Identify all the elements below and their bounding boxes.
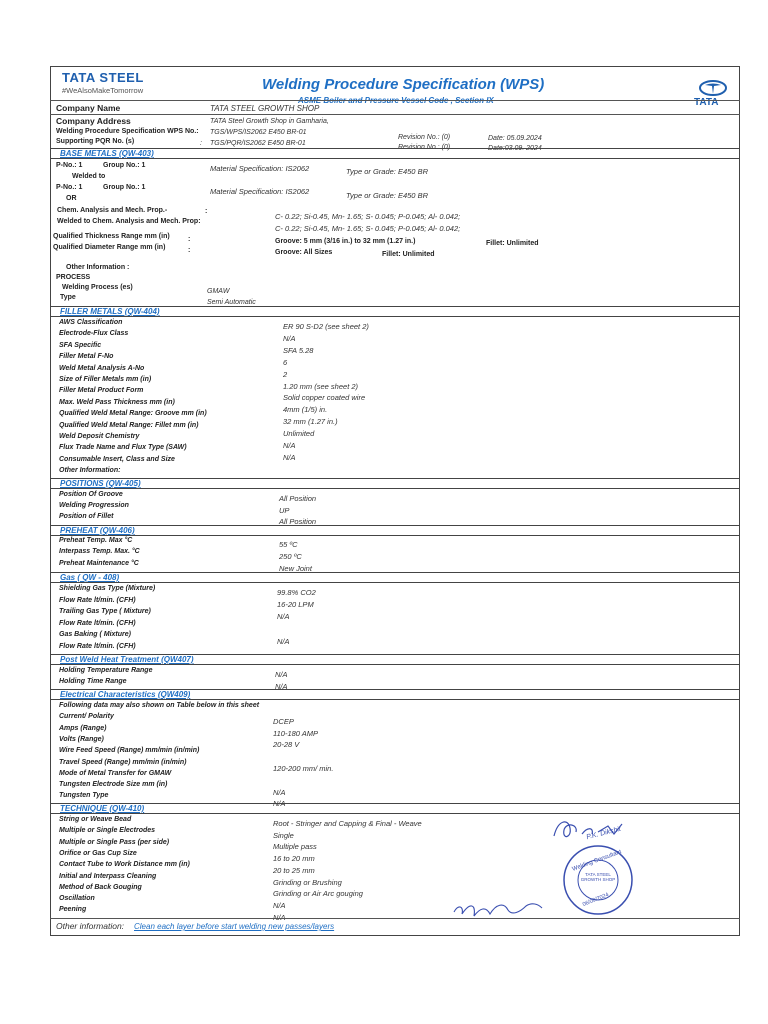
technique-row-value: 20 to 25 mm: [273, 865, 315, 875]
pwht-row-value: N/A: [275, 681, 288, 691]
pqr-label: Supporting PQR No. (s): [56, 138, 135, 145]
positions-row-label: Position of Fillet: [59, 513, 114, 520]
electrical-row-label: Travel Speed (Range) mm/min (in/min): [59, 758, 187, 766]
pno-1: P-No.: 1: [56, 162, 83, 169]
filler-metals-row-value: 1.20 mm (see sheet 2): [283, 381, 359, 391]
electrical-row-label: Amps (Range): [59, 724, 107, 732]
technique-row-label: Method of Back Gouging: [59, 883, 142, 891]
technique-row-value: N/A: [273, 912, 286, 922]
filler-metals-row-value: 2: [283, 369, 288, 379]
filler-metals-row-label: Qualified Weld Metal Range: Fillet mm (in): [59, 421, 199, 429]
positions-row-label: Welding Progression: [59, 502, 129, 509]
tata-right-logo: TATA: [694, 97, 719, 108]
filler-metals-row-label: SFA Specific: [59, 341, 102, 349]
pqr-value: TGS/PQR/IS2062 E450 BR-01: [210, 140, 306, 147]
gas-row-label: Flow Rate lt/min. (CFH): [59, 619, 136, 627]
technique-row-value: Multiple pass: [273, 842, 317, 852]
gas-row-label: Gas Baking ( Mixture): [59, 631, 131, 639]
gas-row-value: N/A: [277, 612, 290, 622]
electrical-row-value: 120-200 mm/ min.: [273, 764, 334, 773]
type-label: Type: [60, 294, 76, 301]
filler-metals-row-value: ER 90 S-D2 (see sheet 2): [283, 322, 369, 331]
technique-row-value: 16 to 20 mm: [273, 854, 315, 864]
filler-metals-row-value: N/A: [283, 333, 296, 343]
diameter-value: Groove: All Sizes: [275, 249, 333, 256]
page-subtitle: ASME Boiler and Pressure Vessel Code , Section IX: [298, 96, 494, 105]
pwht-row-value: N/A: [275, 670, 288, 679]
technique-row-label: Contact Tube to Work Distance mm (in): [59, 861, 190, 869]
electrical-row-label: Wire Feed Speed (Range) mm/min (in/min): [59, 747, 200, 755]
section-pwht: Post Weld Heat Treatment (QW407): [50, 654, 740, 665]
positions-row-value: All Position: [279, 517, 317, 526]
pwht-row-label: Holding Temperature Range: [59, 667, 153, 674]
electrical-row-value: N/A: [273, 799, 286, 809]
technique-row-label: Multiple or Single Electrodes: [59, 827, 156, 835]
section-base-metals: BASE METALS (QW-403): [50, 148, 740, 159]
chem-label-1: Chem. Analysis and Mech. Prop.-: [57, 207, 168, 214]
diameter-label: Qualified Diameter Range mm (in): [53, 244, 166, 251]
date-2: Date:03.09. 2024: [488, 145, 542, 152]
gas-row-label: Flow Rate lt/min. (CFH): [59, 643, 136, 650]
preheat-row-label: Interpass Temp. Max. °C: [59, 548, 140, 556]
stamp-inner: TATA STEEL GROWTH SHOP: [580, 872, 616, 882]
pno-2: P-No.: 1: [56, 184, 83, 191]
gas-row-value: N/A: [277, 636, 290, 646]
filler-metals-row-value: Solid copper coated wire: [283, 393, 366, 403]
signature-bottom-icon: [450, 894, 550, 924]
thickness-value: Groove: 5 mm (3/16 in.) to 32 mm (1.27 in.): [275, 238, 416, 245]
filler-metals-row-label: Filler Metal Product Form: [59, 387, 144, 395]
positions-row-value: All Position: [279, 494, 317, 503]
technique-row-label: Multiple or Single Pass (per side): [59, 838, 170, 846]
electrical-row-label: Following data may also shown on Table below in this sheet: [59, 702, 260, 709]
mat-spec-1: Material Specification: IS2062: [210, 164, 310, 173]
company-name-value: TATA STEEL GROWTH SHOP: [210, 104, 320, 113]
thickness-colon: :: [188, 236, 191, 243]
company-address-label: Company Address: [56, 116, 131, 126]
or-label: OR: [66, 195, 77, 202]
electrical-row-label: Volts (Range): [59, 735, 104, 743]
other-information-label: Other information:: [56, 921, 125, 931]
section-filler-metals: FILLER METALS (QW-404): [50, 306, 740, 317]
group-2: Group No.: 1: [103, 184, 146, 191]
filler-metals-row-value: 6: [283, 357, 288, 367]
mat-spec-2: Material Specification: IS2062: [210, 187, 310, 196]
filler-metals-row-label: Other Information:: [59, 467, 121, 475]
technique-row-label: Orifice or Gas Cup Size: [59, 849, 137, 857]
thickness-label: Qualified Thickness Range mm (in): [53, 233, 170, 240]
filler-metals-row-label: Electrode-Flux Class: [59, 330, 129, 338]
electrical-row-label: Tungsten Type: [59, 792, 109, 800]
technique-row-value: Root - Stringer and Capping & Final - Weave: [273, 819, 422, 828]
signature-top-name: P.K. Dikshit: [585, 825, 622, 842]
technique-row-label: Peening: [59, 906, 87, 914]
filler-metals-row-label: Filler Metal F-No: [59, 353, 114, 361]
electrical-row-value: 110-180 AMP: [273, 728, 319, 738]
type-value: Semi Automatic: [207, 299, 256, 306]
revision-1: Revision No.: (0): [398, 134, 451, 141]
stamp-date: 06/09/2024: [581, 892, 610, 908]
electrical-row-label: Current/ Polarity: [59, 713, 114, 721]
filler-metals-row-value: N/A: [283, 441, 296, 450]
positions-row-label: Position Of Groove: [59, 491, 123, 498]
welding-process-label: Welding Process (es): [62, 284, 133, 291]
revision-2: Revision No.: (0): [398, 144, 451, 151]
technique-row-value: Grinding or Air Arc gouging: [273, 889, 363, 899]
gas-row-label: Flow Rate lt/min. (CFH): [59, 596, 136, 604]
page-title: Welding Procedure Specification (WPS): [262, 76, 545, 93]
company-address-value: TATA Steel Growth Shop in Gamharia,: [210, 118, 329, 125]
process-label: PROCESS: [56, 274, 91, 281]
diameter-colon: :: [188, 247, 191, 254]
tagline: #WeAlsoMakeTomorrow: [62, 86, 144, 95]
technique-row-label: Oscillation: [59, 895, 95, 903]
gas-row-value: 16-20 LPM: [277, 600, 314, 610]
preheat-row-label: Preheat Maintenance °C: [59, 559, 139, 567]
chem-value-2: C- 0.22; Si-0.45, Mn- 1.65; S- 0.045; P-0.045; Al- 0.042;: [275, 224, 461, 233]
section-technique: TECHNIQUE (QW-410): [50, 803, 740, 814]
filler-metals-row-label: Max. Weld Pass Thickness mm (in): [59, 398, 175, 406]
electrical-row-value: DCEP: [273, 716, 294, 726]
electrical-row-label: Tungsten Electrode Size mm (in): [59, 781, 168, 789]
other-information-value: Clean each layer before start welding new passes/layers: [134, 922, 335, 931]
filler-metals-row-value: Unlimited: [283, 429, 315, 439]
technique-row-label: String or Weave Bead: [59, 816, 132, 823]
chem-value-1: C- 0.22; Si-0.45, Mn- 1.65; S- 0.045; P-0.045; Al- 0.042;: [275, 212, 461, 221]
pwht-row-label: Holding Time Range: [59, 678, 127, 685]
grade-1: Type or Grade: E450 BR: [346, 167, 428, 176]
group-1: Group No.: 1: [103, 162, 146, 169]
electrical-row-label: Mode of Metal Transfer for GMAW: [59, 769, 172, 777]
filler-metals-row-label: Flux Trade Name and Flux Type (SAW): [59, 444, 187, 452]
filler-metals-row-label: Consumable Insert, Class and Size: [59, 455, 175, 463]
filler-metals-row-value: 32 mm (1.27 in.): [283, 417, 338, 427]
technique-row-value: N/A: [273, 900, 286, 910]
preheat-row-value: 250 ºC: [279, 551, 302, 561]
wps-no-label: Welding Procedure Specification WPS No.:: [56, 128, 199, 135]
electrical-row-value: N/A: [273, 787, 286, 797]
preheat-row-label: Preheat Temp. Max °C: [59, 537, 133, 544]
positions-row-value: UP: [279, 505, 290, 515]
filler-metals-row-value: 4mm (1/5) in.: [283, 405, 328, 415]
technique-row-value: Single: [273, 830, 294, 840]
filler-metals-row-label: Weld Metal Analysis A-No: [59, 364, 145, 372]
wps-no-value: TGS/WPS/IS2062 E450 BR-01: [210, 129, 307, 136]
chem-label-2: Welded to Chem. Analysis and Mech. Prop:: [57, 218, 201, 225]
filler-metals-row-label: Qualified Weld Metal Range: Groove mm (in): [59, 410, 207, 418]
filler-metals-row-value: SFA 5.28: [283, 345, 314, 355]
gas-row-value: 99.8% CO2: [277, 588, 316, 597]
filler-metals-row-label: Weld Deposit Chemistry: [59, 433, 140, 440]
section-gas: Gas ( QW - 408): [50, 572, 740, 583]
fillet-1: Fillet: Unlimited: [486, 240, 539, 247]
section-preheat: PREHEAT (QW-406): [50, 525, 740, 536]
grade-2: Type or Grade: E450 BR: [346, 191, 428, 200]
electrical-row-value: 20-28 V: [273, 740, 300, 750]
tata-steel-logo: TATA STEEL: [62, 70, 144, 85]
chem-colon: :: [205, 208, 208, 215]
welded-to: Welded to: [72, 173, 106, 180]
preheat-row-value: New Joint: [279, 563, 312, 573]
section-electrical: Electrical Characteristics (QW409): [50, 689, 740, 700]
filler-metals-row-value: N/A: [283, 452, 296, 462]
tata-emblem-icon: [699, 80, 727, 96]
filler-metals-row-label: AWS Classification: [59, 319, 123, 326]
date-1: Date: 05.09.2024: [488, 135, 542, 142]
other-info-label: Other Information :: [66, 264, 130, 271]
gas-row-label: Shielding Gas Type (Mixture): [59, 585, 156, 592]
fillet-2: Fillet: Unlimited: [382, 251, 435, 258]
filler-metals-row-label: Size of Filler Metals mm (in): [59, 376, 152, 383]
welding-process-value: GMAW: [207, 288, 230, 295]
technique-row-label: Initial and Interpass Cleaning: [59, 872, 157, 880]
company-name-label: Company Name: [56, 103, 121, 113]
preheat-row-value: 55 ºC: [279, 540, 298, 549]
gas-row-label: Trailing Gas Type ( Mixture): [59, 608, 151, 616]
stamp-text: Welding Consultant: [571, 849, 623, 873]
technique-row-value: Grinding or Brushing: [273, 877, 342, 887]
section-positions: POSITIONS (QW-405): [50, 478, 740, 489]
pqr-colon: :: [200, 140, 202, 147]
